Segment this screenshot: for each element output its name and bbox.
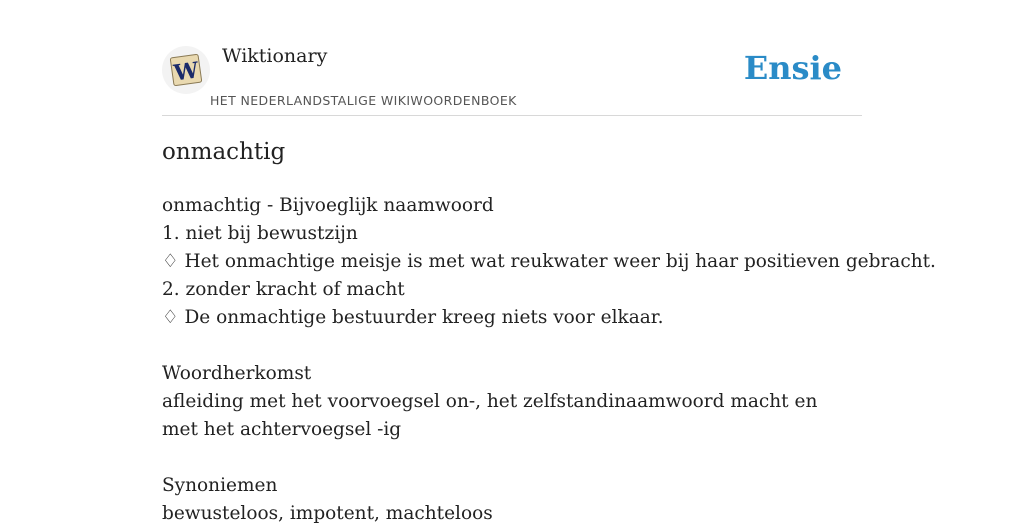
definition-1: 1. niet bij bewustzijn [162, 223, 358, 244]
svg-text:W: W [172, 57, 201, 87]
synonyms-text: bewusteloos, impotent, machteloos [162, 503, 493, 524]
page [162, 0, 936, 524]
example-2: ♢ De onmachtige bestuurder kreeg niets voor elkaar. [162, 307, 664, 328]
source-name[interactable]: Wiktionary [222, 45, 328, 67]
etymology-text: afleiding met het voorvoegsel on-, het zelfstandinaamwoord macht en met het achtervoegsel -ig [162, 391, 818, 440]
spacer [162, 332, 872, 360]
etymology-heading: Woordherkomst [162, 363, 312, 384]
entry-heading: onmachtig - Bijvoeglijk naamwoord [162, 195, 494, 216]
source-subtitle: HET NEDERLANDSTALIGE WIKIWOORDENBOEK [210, 93, 517, 108]
ensie-brand-link[interactable]: Ensie [743, 49, 842, 87]
example-1: ♢ Het onmachtige meisje is met wat reukwater weer bij haar positieven gebracht. [162, 251, 936, 272]
header [162, 0, 862, 116]
spacer [162, 444, 872, 472]
page-title: onmachtig [162, 139, 286, 165]
synonyms-heading: Synoniemen [162, 475, 278, 496]
definition-2: 2. zonder kracht of macht [162, 279, 405, 300]
wiktionary-logo[interactable] [162, 46, 210, 94]
entry-content [162, 192, 936, 528]
wiktionary-logo-icon [168, 52, 204, 88]
